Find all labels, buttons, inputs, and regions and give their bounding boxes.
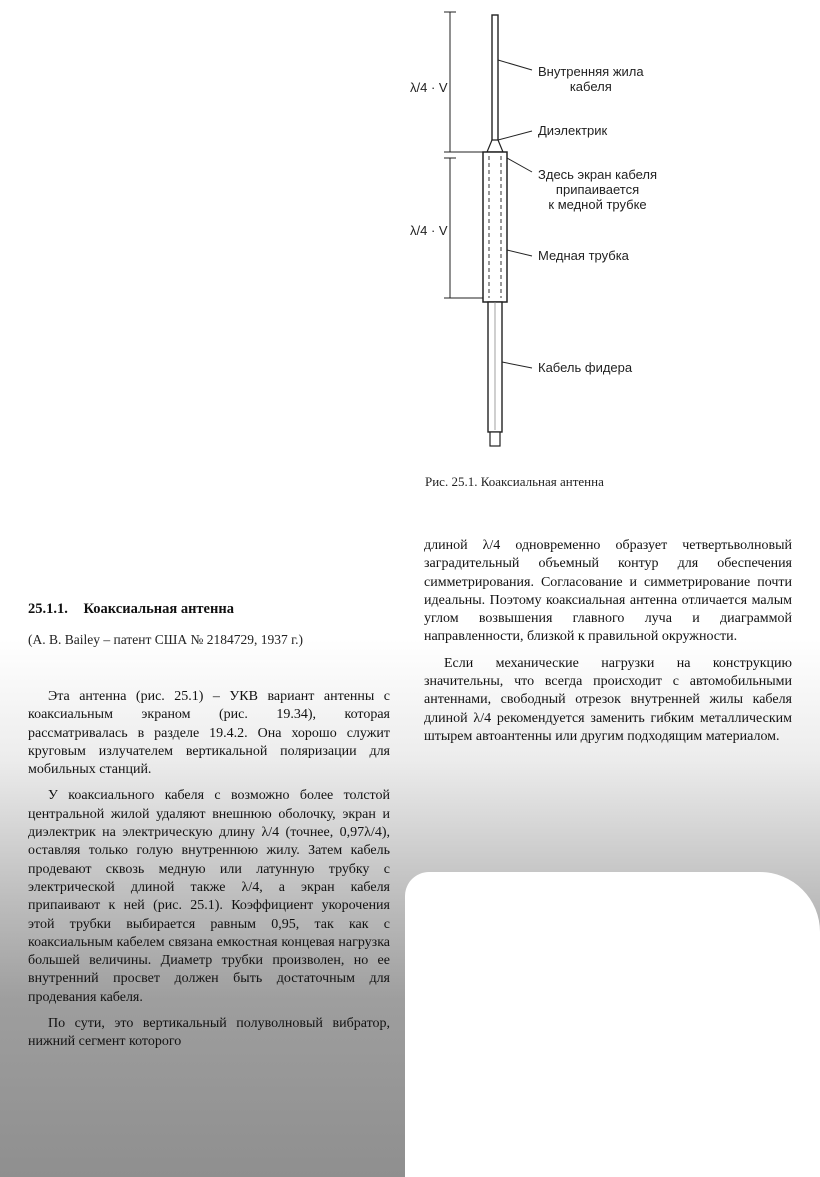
feeder-cable-label: Кабель фидера — [538, 360, 633, 375]
blank-patch — [405, 872, 820, 1177]
inner-core-label: Внутренняя жила кабеля — [538, 64, 644, 94]
paragraph: Если механические нагрузки на конструкцию значительны, что всегда происходит с автомобильными антеннами, свободный отрезок внутренней жилы кабеля длиной λ/4 рекомендуется заменить гибким металлическим штырем автоантенны или другим подходящим материалом. — [424, 655, 792, 744]
blank-area — [0, 0, 400, 560]
paragraph: У коаксиального кабеля с возможно более толстой центральной жилой удаляют внешнюю оболочку, экран и диэлектрик на электрическую длину λ/4 (точнее, 0,97λ/4), оставляя только голую внутреннюю жилу. Затем кабель продевают сквозь медную или латунную трубку с электрической длиной также λ/4, а экран кабеля припаивают к ней (рис. 25.1). Коэффициент укорочения этой трубки выбирается равным 0,95, так как с коаксиальным кабелем связана емкостная концевая нагрузка большей величины. Диаметр трубки произволен, но ее внутренний просвет должен быть достаточным для продевания кабеля. — [28, 788, 390, 1005]
section-heading — [28, 601, 234, 618]
left-column-text — [28, 688, 390, 1052]
paragraph: Эта антенна (рис. 25.1) – УКВ вариант антенны с коаксиальным экраном (рис. 19.34), которая рассматривалась в разделе 19.4.2. Она хорошо служит круговым излучателем вертикальной поляризации для мобильных станций. — [28, 689, 390, 778]
lambda-quarter-label-top: λ/4 · V — [410, 80, 448, 95]
coaxial-antenna-diagram — [410, 0, 740, 470]
patent-citation: (А. В. Bailey – патент США № 2184729, 1937 г.) — [28, 632, 304, 647]
copper-tube-label: Медная трубка — [538, 248, 629, 263]
section-title: Коаксиальная антенна — [83, 601, 234, 617]
section-number: 25.1.1. — [28, 601, 68, 617]
paragraph: длиной λ/4 одновременно образует четвертьволновый заградительный объемный контур для обеспечения симметрирования. Согласование и симметрирование почти идеальны. Поэтому коаксиальная антенна отличается малым углом возвышения главного луча и диаграммой направленности, близкой к правильной окружности. — [424, 538, 792, 645]
dielectric-label: Диэлектрик — [538, 123, 608, 138]
figure-caption: Рис. 25.1. Коаксиальная антенна — [425, 474, 604, 489]
right-column-text — [424, 537, 792, 746]
paragraph: По сути, это вертикальный полуволновый вибратор, нижний сегмент которого — [28, 1016, 390, 1050]
solder-point-label: Здесь экран кабеля припаивается к медной трубке — [538, 167, 658, 212]
lambda-quarter-label-bottom: λ/4 · V — [410, 223, 448, 238]
